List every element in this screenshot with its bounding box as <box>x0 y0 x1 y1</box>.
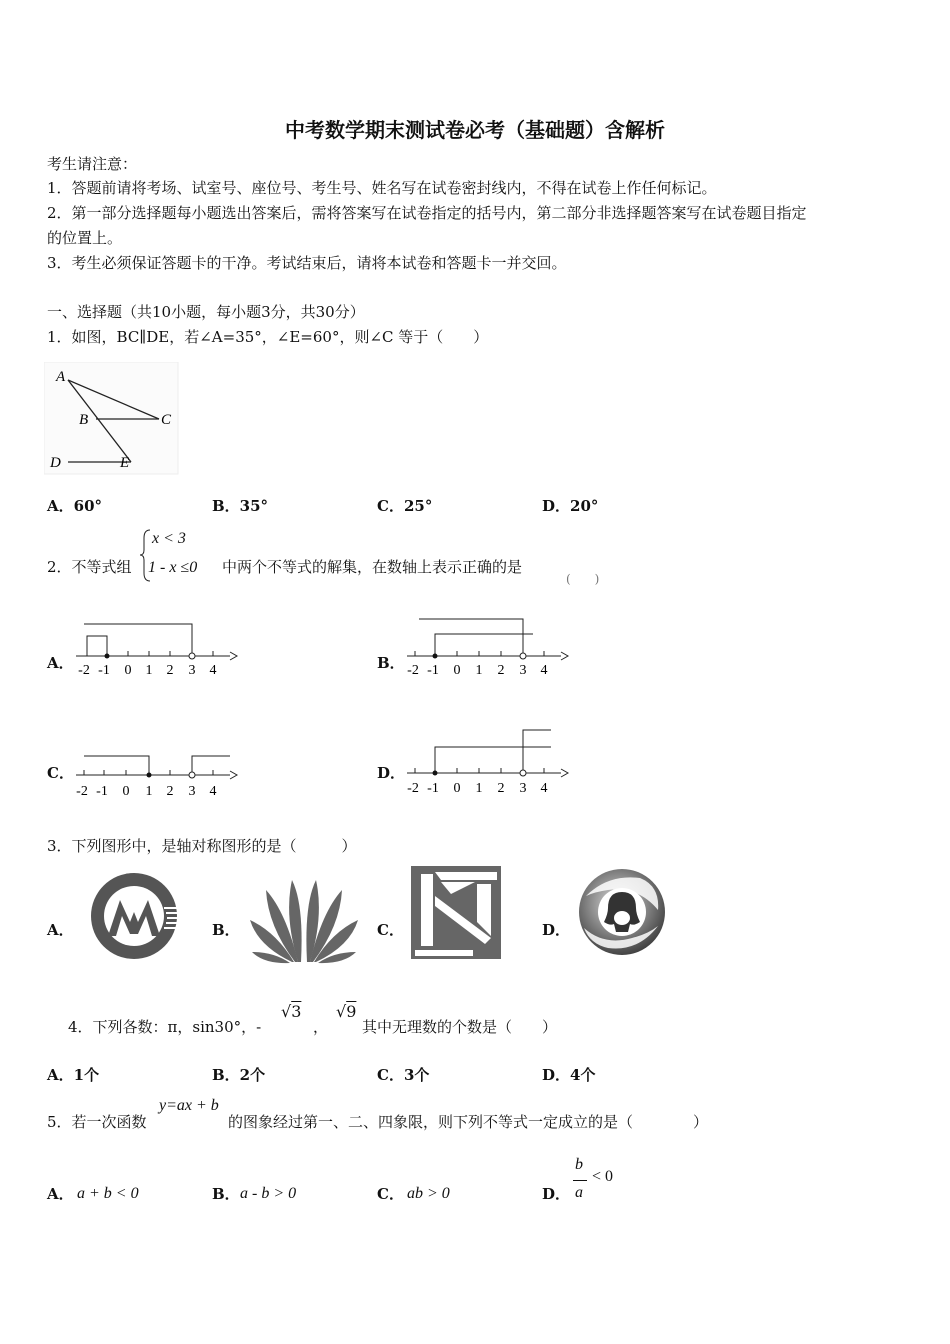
notice-item-2-cont: 的位置上。 <box>47 229 123 247</box>
q1-option-c[interactable]: C．25° <box>377 497 433 515</box>
q4-comma: ， <box>313 1018 329 1036</box>
q2-option-a-number-line[interactable] <box>72 620 242 682</box>
q5-option-d-numerator: b <box>575 1156 583 1173</box>
q3-option-b-label[interactable]: B． <box>212 921 240 939</box>
q5-option-d-relation: < 0 <box>592 1168 614 1185</box>
q4-stem-part2: 其中无理数的个数是（ ） <box>362 1018 558 1036</box>
tick-label: 4 <box>209 784 217 799</box>
q1-fig-label-e: E <box>120 455 130 471</box>
notice-item-3: 3．考生必须保证答题卡的干净。考试结束后，请将本试卷和答题卡一并交回。 <box>47 254 567 272</box>
q4-sqrt3-radicand: 3 <box>291 1002 302 1021</box>
q3-stem: 3．下列图形中，是轴对称图形的是（ ） <box>47 837 357 855</box>
q1-triangle-figure <box>44 362 179 477</box>
q3-option-a-logo[interactable] <box>86 870 186 962</box>
q5-option-d-label[interactable]: D． <box>542 1185 571 1203</box>
q1-stem: 1．如图，BC∥DE，若∠A=35°，∠E=60°，则∠C 等于（ ） <box>47 328 489 346</box>
q4-sqrt9 <box>336 1002 356 1021</box>
q5-option-b-label[interactable]: B． <box>212 1185 240 1203</box>
tick-label: 1 <box>145 784 153 799</box>
q5-suffix: 的图象经过第一、二、四象限，则下列不等式一定成立的是（ ） <box>228 1113 709 1131</box>
tick-label: 2 <box>166 784 174 799</box>
tick-label: 1 <box>145 663 153 678</box>
q2-option-c-number-line[interactable] <box>72 750 242 802</box>
q5-option-a-label[interactable]: A． <box>47 1185 74 1203</box>
q2-option-d-label[interactable]: D． <box>377 764 406 782</box>
q1-fig-label-b: B <box>79 412 89 428</box>
q4-option-c[interactable]: C．3个 <box>377 1066 430 1084</box>
tick-label: 1 <box>475 781 483 796</box>
q3-option-c-label[interactable]: C． <box>377 921 404 939</box>
tick-label: -2 <box>407 663 419 678</box>
page-title: 中考数学期末测试卷必考（基础题）含解析 <box>285 118 665 142</box>
tick-label: -2 <box>407 781 419 796</box>
q5-option-c-expr: ab > 0 <box>407 1185 450 1202</box>
tick-label: -2 <box>78 663 90 678</box>
q5-option-b-expr: a - b > 0 <box>240 1185 297 1202</box>
q2-answer-paren: ( ) <box>566 572 600 586</box>
sqrt-icon: √ <box>336 1002 347 1021</box>
q3-option-d-label[interactable]: D． <box>542 921 571 939</box>
q4-stem-part1: 4．下列各数：π，sin30°，- <box>68 1018 262 1036</box>
notice-item-2: 2．第一部分选择题每小题选出答案后，需将答案写在试卷指定的括号内，第二部分非选择题答案写在试卷题目指定 <box>47 204 807 222</box>
q3-option-a-label[interactable]: A． <box>47 921 74 939</box>
tick-label: 3 <box>188 663 196 678</box>
q1-option-a[interactable]: A．60° <box>47 497 103 515</box>
q4-sqrt9-radicand: 9 <box>346 1002 357 1021</box>
tick-label: 2 <box>497 781 505 796</box>
tick-label: 4 <box>540 663 548 678</box>
tick-label: 4 <box>209 663 217 678</box>
tick-label: -1 <box>96 784 108 799</box>
q2-inequality-2: 1 - x ≤0 <box>148 559 198 576</box>
tick-label: 3 <box>519 663 527 678</box>
q1-option-b[interactable]: B．35° <box>212 497 269 515</box>
q5-function: y=ax + b <box>159 1097 219 1114</box>
tick-label: 0 <box>453 663 461 678</box>
q5-option-d-denominator: a <box>575 1184 583 1201</box>
q2-suffix: 中两个不等式的解集，在数轴上表示正确的是 <box>222 558 523 576</box>
q2-option-a-label[interactable]: A． <box>47 654 74 672</box>
q3-option-c-logo[interactable] <box>411 866 503 960</box>
q2-option-d-number-line[interactable] <box>403 725 573 802</box>
tick-label: 0 <box>453 781 461 796</box>
q2-prefix: 2．不等式组 <box>47 558 132 576</box>
q4-option-b[interactable]: B．2个 <box>212 1066 266 1084</box>
tick-label: -2 <box>76 784 88 799</box>
q5-option-a-expr: a + b < 0 <box>77 1185 139 1202</box>
notice-heading: 考生请注意： <box>47 155 138 173</box>
tick-label: 0 <box>124 663 132 678</box>
tick-label: 3 <box>519 781 527 796</box>
q1-fig-label-a: A <box>56 369 66 385</box>
q1-option-d[interactable]: D．20° <box>542 497 599 515</box>
section-heading: 一、选择题（共10小题，每小题3分，共30分） <box>47 303 365 321</box>
tick-label: -1 <box>427 663 439 678</box>
tick-label: 3 <box>188 784 196 799</box>
q4-option-a[interactable]: A．1个 <box>47 1066 100 1084</box>
q2-option-b-label[interactable]: B． <box>377 654 405 672</box>
fraction-bar <box>573 1180 587 1181</box>
q2-option-c-label[interactable]: C． <box>47 764 74 782</box>
q5-prefix: 5．若一次函数 <box>47 1113 147 1131</box>
q1-fig-label-d: D <box>50 455 61 471</box>
q4-option-d[interactable]: D．4个 <box>542 1066 596 1084</box>
q3-option-d-logo[interactable] <box>578 866 668 960</box>
tick-label: 2 <box>166 663 174 678</box>
q4-sqrt3 <box>281 1002 301 1021</box>
tick-label: 2 <box>497 663 505 678</box>
tick-label: -1 <box>98 663 110 678</box>
tick-label: 0 <box>122 784 130 799</box>
tick-label: -1 <box>427 781 439 796</box>
q1-fig-label-c: C <box>161 412 172 428</box>
q2-option-b-number-line[interactable] <box>403 615 573 682</box>
q5-option-c-label[interactable]: C． <box>377 1185 404 1203</box>
q3-option-b-logo[interactable] <box>248 876 360 964</box>
notice-item-1: 1．答题前请将考场、试室号、座位号、考生号、姓名写在试卷密封线内，不得在试卷上作任何标记。 <box>47 179 717 197</box>
sqrt-icon: √ <box>281 1002 292 1021</box>
tick-label: 4 <box>540 781 548 796</box>
q2-inequality-1: x < 3 <box>152 530 186 547</box>
tick-label: 1 <box>475 663 483 678</box>
